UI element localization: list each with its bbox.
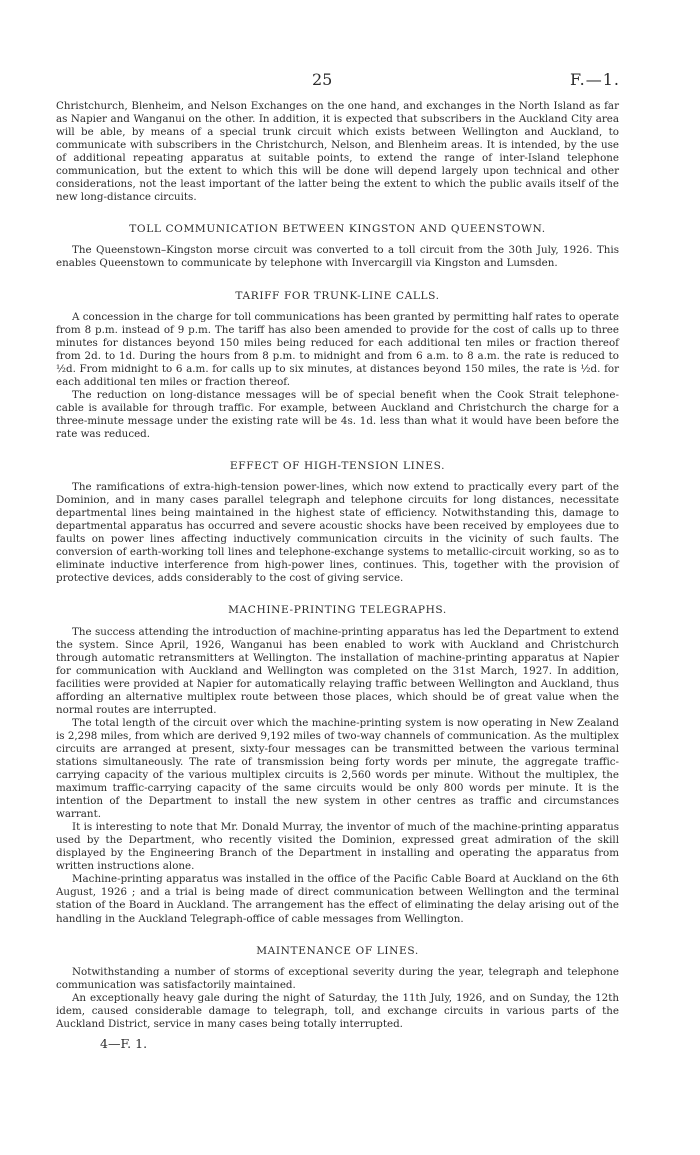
paragraph: The Queenstown–Kingston morse circuit was converted to a toll circuit from the 30th July, 1926. This enables Queenstown to communicate by telephone with Invercargill via Kingston and Lumsden.: [56, 244, 619, 270]
paragraph: The ramifications of extra-high-tension power-lines, which now extend to practically every part of the Dominion, and in many cases parallel telegraph and telephone circuits for long distances, necessitate departmental lines being maintained in the highest state of efficiency. Notwithstanding this, damage to departmental apparatus has occurred and severe acoustic shocks have been received by employees due to faults on power lines affecting inductively communication circuits in the vicinity of such faults. The conversion of earth-working toll lines and telephone-exchange systems to metallic-circuit working, so as to eliminate inductive interference from high-power lines, continues. This, together with the provision of protective devices, adds considerably to the cost of giving service.: [56, 481, 619, 585]
footer-signature: 4—F. 1.: [100, 1035, 148, 1051]
intro-paragraph: Christchurch, Blenheim, and Nelson Exchanges on the one hand, and exchanges in the North Island as far as Napier and Wanganui on the other. In addition, it is expected that subscribers in the Auckland City area will be able, by means of a special trunk circuit which exists between Wellington and Auckland, to communicate with subscribers in the Christchurch, Nelson, and Blenheim areas. It is intended, by the use of additional repeating apparatus at suitable points, to extend the range of inter-Island telephone communication, but the extent to which this will be done will depend largely upon technical and other considerations, not the least important of the latter being the extent to which the public avails itself of the new long-distance circuits.: [56, 100, 619, 204]
page-body: [56, 100, 619, 1050]
paragraph: The reduction on long-distance messages will be of special benefit when the Cook Strait telephone-cable is available for through traffic. For example, between Auckland and Christchurch the charge for a three-minute message under the existing rate will be 4s. 1d. less than what it would have been before the rate was reduced.: [56, 388, 619, 440]
section-heading-high-tension: EFFECT OF HIGH-TENSION LINES.: [229, 460, 446, 473]
section-heading-tariff: TARIFF FOR TRUNK-LINE CALLS.: [235, 289, 440, 302]
paragraph: Machine-printing apparatus was installed in the office of the Pacific Cable Board at Auckland on the 6th August, 1926 ; and a trial is being made of direct communication between Wellington and the terminal station of the Board in Auckland. The arrangement has the effect of eliminating the delay arising out of the handling in the Auckland Telegraph-office of cable messages from Wellington.: [56, 873, 619, 925]
paragraph: It is interesting to note that Mr. Donald Murray, the inventor of much of the machine-printing apparatus used by the Department, who recently visited the Dominion, expressed great admiration of the skill displayed by the Engineering Branch of the Department in installing and operating the apparatus from written instructions alone.: [56, 821, 619, 873]
paragraph: An exceptionally heavy gale during the night of Saturday, the 11th July, 1926, and on Sunday, the 12th idem, caused considerable damage to telegraph, toll, and exchange circuits in various parts of the Auckland District, service in many cases being totally interrupted.: [56, 991, 619, 1030]
paragraph: Notwithstanding a number of storms of exceptional severity during the year, telegraph and telephone communication was satisfactorily maintained.: [56, 965, 619, 991]
document-reference: F.—1.: [570, 70, 620, 89]
section-heading-maintenance: MAINTENANCE OF LINES.: [256, 944, 419, 957]
section-heading-toll: TOLL COMMUNICATION BETWEEN KINGSTON AND QUEENSTOWN.: [129, 223, 546, 236]
page-header: [100, 70, 620, 92]
paragraph: The total length of the circuit over which the machine-printing system is now operating in New Zealand is 2,298 miles, from which are derived 9,192 miles of two-way channels of communication. As the multiplex circuits are arranged at present, sixty-four messages can be transmitted between the various terminal stations simultaneously. The rate of transmission being forty words per minute, the aggregate traffic-carrying capacity of the various multiplex circuits is 2,560 words per minute. Without the multiplex, the maximum traffic-carrying capacity of the same circuits would be only 800 words per minute. It is the intention of the Department to install the new system in other centres as traffic and circumstances warrant.: [56, 716, 619, 821]
section-heading-machine-printing: MACHINE-PRINTING TELEGRAPHS.: [228, 604, 447, 617]
paragraph: The success attending the introduction of machine-printing apparatus has led the Department to extend the system. Since April, 1926, Wanganui has been enabled to work with Auckland and Christchurch through automatic retransmitters at Wellington. The installation of machine-printing apparatus at Napier for communication with Auckland and Wellington was completed on the 31st March, 1927. In addition, facilities were provided at Napier for automatically relaying traffic between Wellington and Auckland, thus affording an alternative multiplex route between those places, which should be of great value when the normal routes are interrupted.: [56, 625, 619, 716]
paragraph: A concession in the charge for toll communications has been granted by permitting half rates to operate from 8 p.m. instead of 9 p.m. The tariff has also been amended to provide for the cost of calls up to three minutes for distances beyond 150 miles being reduced for each additional ten miles or fraction thereof from 2d. to 1d. During the hours from 8 p.m. to midnight and from 6 a.m. to 8 a.m. the rate is reduced to ½d. From midnight to 6 a.m. for calls up to six minutes, at distances beyond 150 miles, the rate is ½d. for each additional ten miles or fraction thereof.: [56, 310, 619, 388]
page-number: 25: [312, 70, 333, 89]
